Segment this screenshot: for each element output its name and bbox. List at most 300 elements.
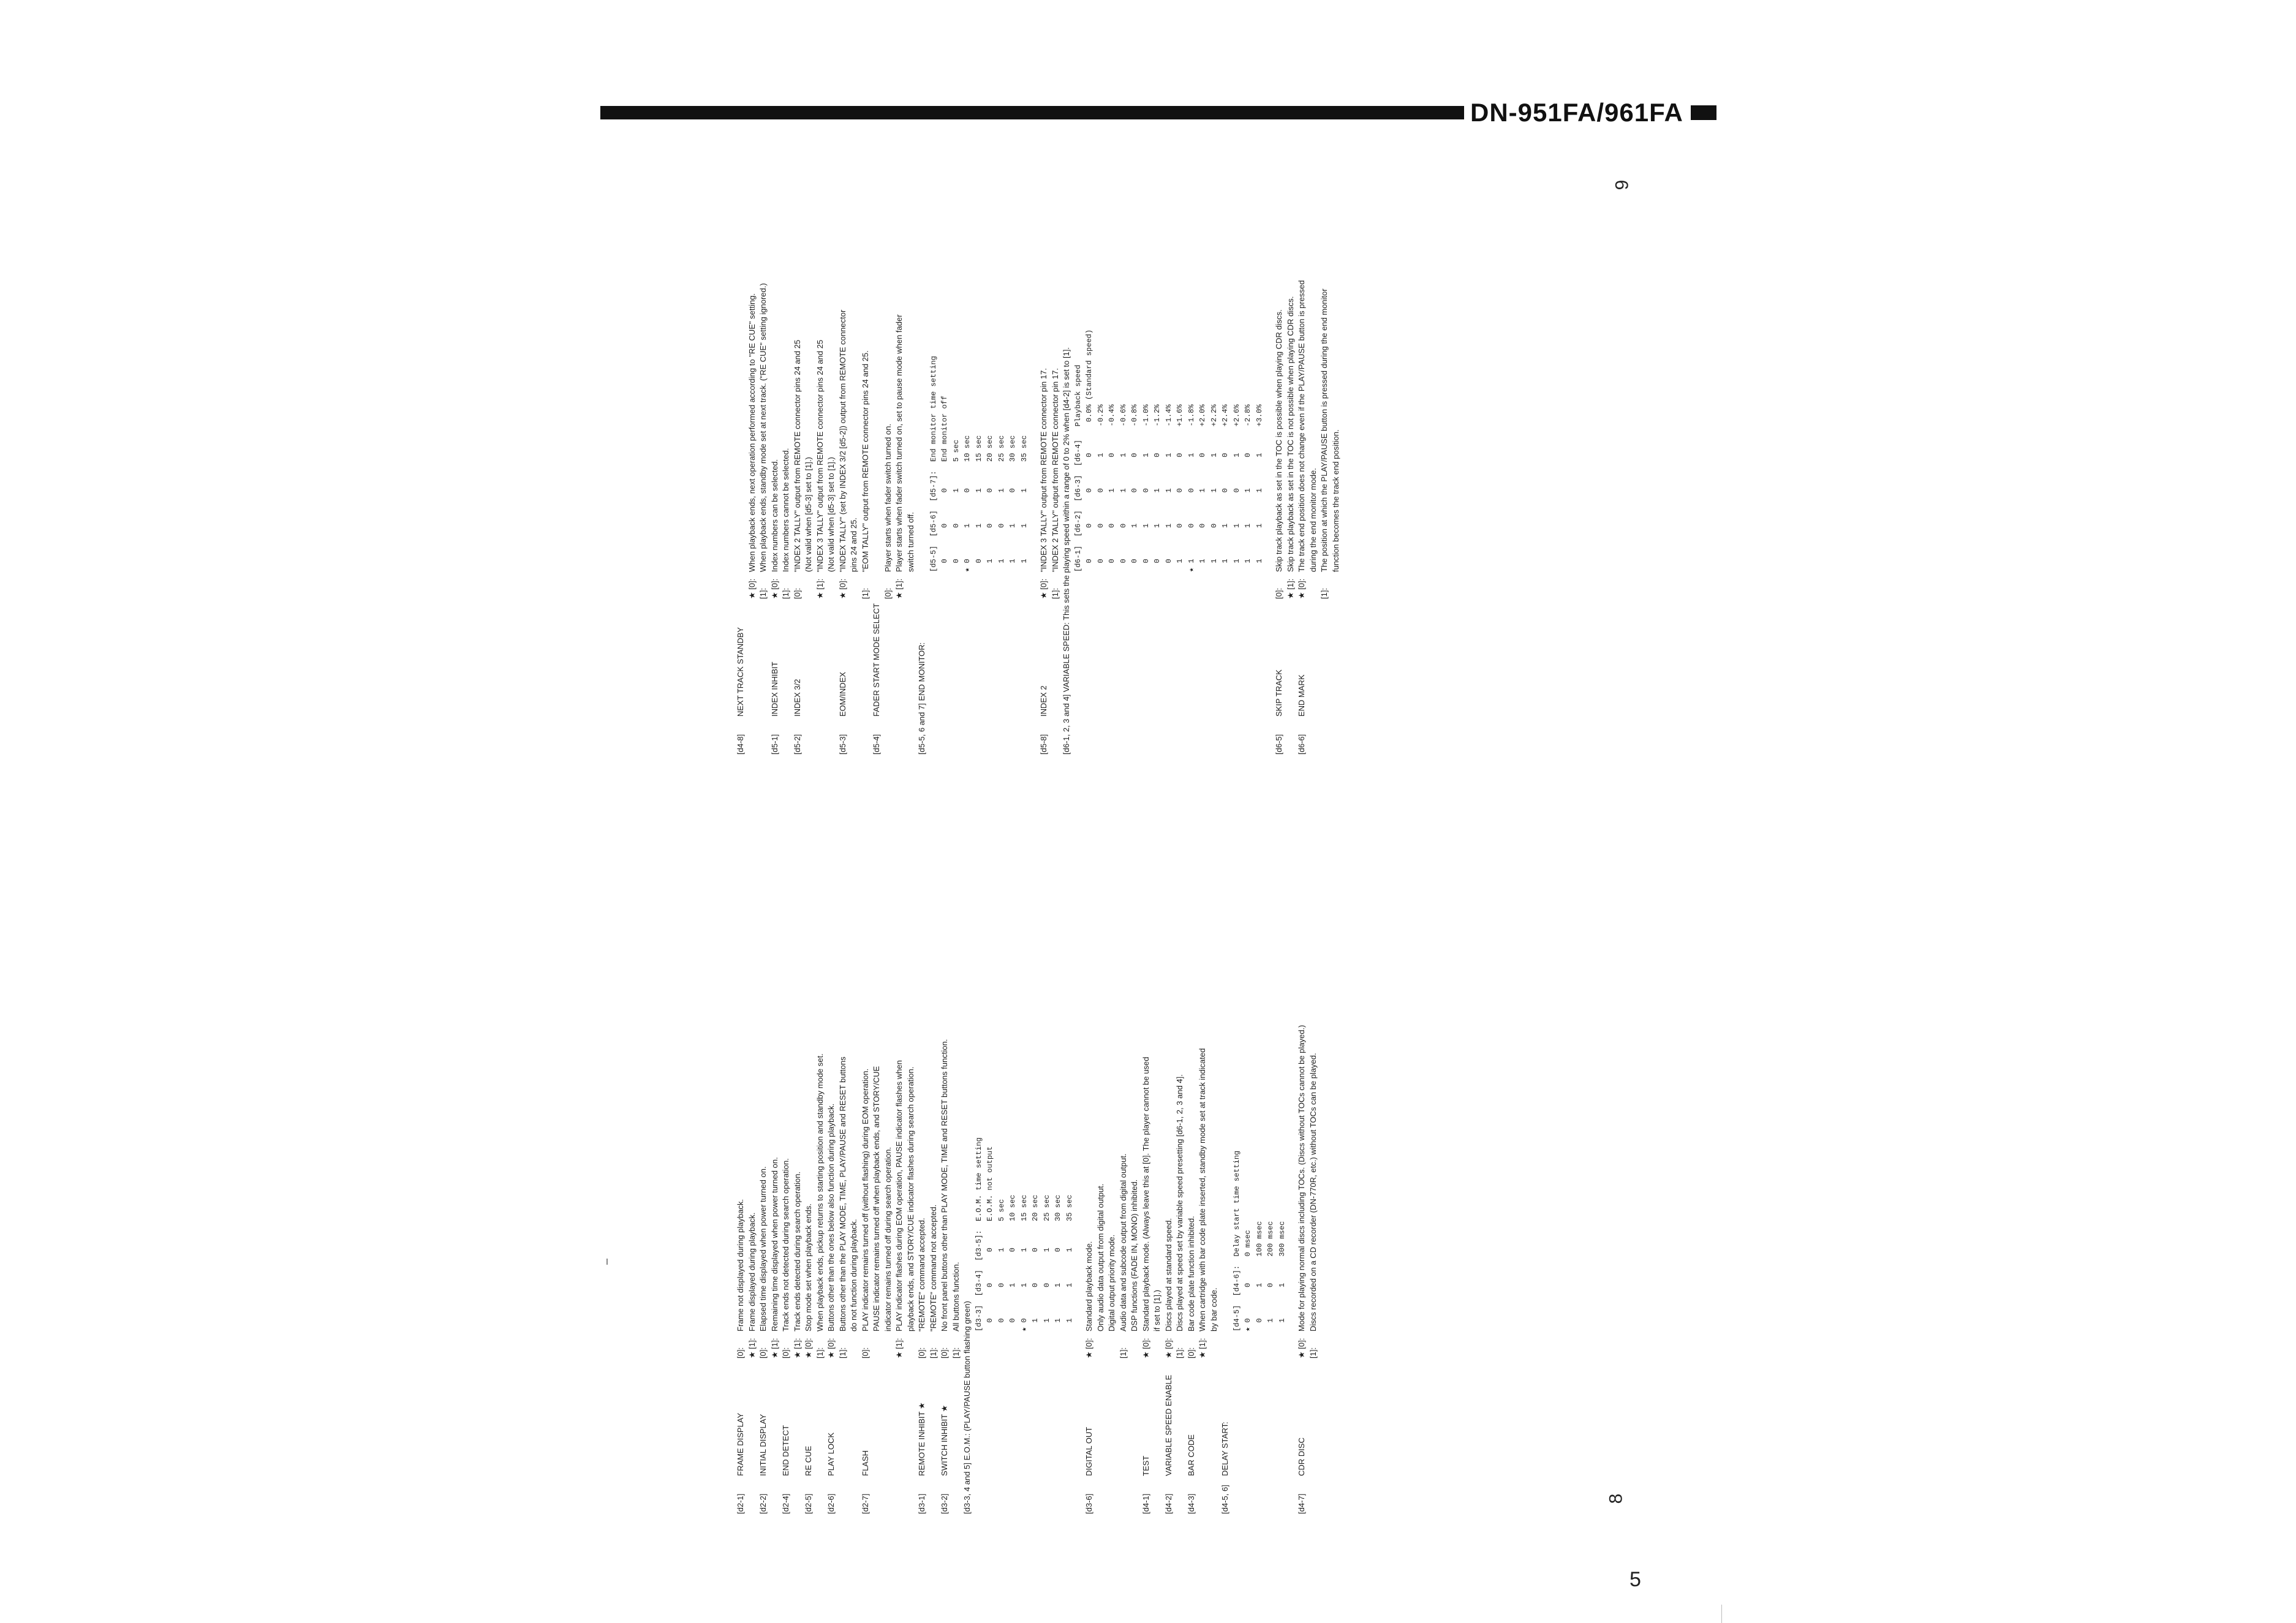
setting-row <box>894 1025 905 1515</box>
setting-desc: Index numbers can be selected. <box>769 459 779 572</box>
setting-code <box>848 717 860 755</box>
setting-row <box>769 281 781 755</box>
spacer <box>1265 281 1274 755</box>
table-line: [d3-3] [d3-4] [d3-5]: E.O.M. time setting <box>974 1137 983 1331</box>
setting-desc: PAUSE indicator remains turned off when playback ends, and STORY/CUE <box>872 1066 881 1331</box>
setting-set <box>1220 1331 1231 1358</box>
setting-name <box>848 599 860 717</box>
setting-set: ★ [0]: <box>837 578 847 599</box>
setting-row <box>871 281 883 755</box>
setting-name <box>1308 1358 1320 1476</box>
table-line: 1 1 300 msec <box>1277 1221 1286 1331</box>
setting-row <box>792 1025 804 1515</box>
setting-desc: Digital output priority mode. <box>1107 1234 1116 1331</box>
setting-code <box>1319 717 1331 755</box>
setting-code <box>758 717 769 755</box>
setting-row <box>780 281 792 755</box>
setting-desc: Standard playback mode. (Always leave this at [0]. The player cannot be used <box>1141 1056 1150 1331</box>
table-line: 1 1 0 30 sec <box>1054 1194 1062 1331</box>
setting-code <box>747 717 758 755</box>
settings-text-left <box>735 1025 1319 1515</box>
setting-code: [d2-6] <box>826 1493 836 1514</box>
setting-name <box>860 599 872 717</box>
setting-set: [0]: <box>883 587 893 599</box>
setting-desc: Only audio data output from digital output. <box>1095 1183 1105 1331</box>
setting-desc <box>962 1025 973 1332</box>
setting-desc: Index numbers cannot be selected. <box>781 448 790 572</box>
setting-code: [d4-5, 6] <box>1220 1485 1229 1514</box>
table-line: 0 0 1 0 -0.4% <box>1108 404 1116 572</box>
setting-row <box>894 281 905 755</box>
setting-row <box>1197 1025 1209 1515</box>
table-line: 0 0 1 1 -0.6% <box>1119 404 1128 572</box>
setting-name: EOM/INDEX <box>837 672 847 717</box>
setting-row <box>826 281 837 755</box>
setting-set <box>905 572 917 599</box>
setting-row <box>803 1025 815 1515</box>
setting-row <box>951 1025 962 1515</box>
setting-code: [d6-6] <box>1297 734 1306 755</box>
setting-name: VARIABLE SPEED ENABLE <box>1163 1374 1173 1476</box>
setting-row <box>747 1025 758 1515</box>
setting-code: [d5-5, 6 and 7] END MONITOR: <box>917 642 926 755</box>
setting-row <box>735 281 747 755</box>
setting-row <box>848 1025 860 1515</box>
setting-name <box>1331 599 1342 717</box>
table-line: 0 1 0 10 sec <box>1008 1194 1017 1331</box>
setting-desc <box>1220 1025 1231 1332</box>
setting-row <box>1296 281 1308 755</box>
setting-set: [0]: <box>758 1347 768 1358</box>
setting-set: ★ [0]: <box>804 1338 813 1358</box>
setting-name: INDEX 2 <box>1039 685 1048 717</box>
setting-name <box>1095 1358 1107 1476</box>
setting-name: BAR CODE <box>1186 1434 1196 1476</box>
setting-set: ★ [0]: <box>747 578 757 599</box>
page-number-9: 9 <box>1612 179 1633 190</box>
setting-desc: "EOM TALLY" output from REMOTE connector pins 24 and 25. <box>860 350 870 572</box>
setting-set <box>871 572 883 599</box>
setting-row <box>1174 1025 1186 1515</box>
setting-desc: "INDEX TALLY" (set by INDEX 3/2 [d5-2]) output from REMOTE connector <box>837 309 847 572</box>
table-line: [d6-1] [d6-2] [d6-3] [d6-4] Playback speed <box>1073 364 1082 572</box>
model-title: DN-951FA/961FA <box>1470 98 1683 127</box>
table-line: 1 0 1 25 sec <box>1042 1194 1051 1331</box>
setting-desc: The position at which the PLAY/PAUSE button is pressed during the end monitor <box>1320 288 1329 572</box>
setting-name <box>747 599 758 717</box>
setting-set: [1]: <box>1118 1347 1128 1358</box>
setting-row <box>780 1025 792 1515</box>
table-line: 1 0 0 20 sec <box>986 435 994 572</box>
setting-code <box>1209 1476 1220 1514</box>
setting-row <box>815 1025 826 1515</box>
setting-set <box>848 1331 860 1358</box>
table-line: 1 1 0 1 +2.6% <box>1232 404 1241 572</box>
setting-row <box>1296 1025 1308 1515</box>
setting-desc: Mode for playing normal discs including TOCs. (Discs without TOCs cannot be played.) <box>1297 1025 1306 1331</box>
setting-code <box>883 1476 894 1514</box>
setting-name <box>871 1358 883 1476</box>
setting-desc: "REMOTE" command accepted. <box>917 1218 926 1331</box>
setting-set: ★ [0]: <box>1163 1338 1173 1358</box>
setting-code <box>1331 717 1342 755</box>
setting-row <box>769 1025 781 1515</box>
setting-set: [1]: <box>860 587 870 599</box>
setting-code <box>883 717 894 755</box>
setting-desc: When playback ends, pickup returns to starting position and standby mode set. <box>815 1053 825 1331</box>
setting-desc: if set to [1].) <box>1152 1290 1161 1331</box>
setting-set: [0]: <box>736 1347 745 1358</box>
setting-name <box>928 1358 940 1476</box>
setting-name <box>1061 599 1073 717</box>
setting-code: [d3-3, 4 and 5] E.O.M.: (PLAY/PAUSE button flashing green) <box>962 1301 972 1514</box>
setting-set <box>848 572 860 599</box>
setting-row <box>860 1025 872 1515</box>
spacer <box>1288 1025 1296 1515</box>
setting-row <box>1274 281 1285 755</box>
setting-name <box>894 599 905 717</box>
setting-code: [d6-1, 2, 3 and 4] VARIABLE SPEED: This sets the playing speed within a range of 0 to 2% when [d4-2] is set to [1]. <box>1062 347 1071 755</box>
setting-row <box>837 1025 849 1515</box>
setting-set: [1]: <box>1050 587 1060 599</box>
setting-set: ★ [1]: <box>815 578 825 599</box>
setting-row <box>1209 1025 1220 1515</box>
setting-code <box>894 1476 905 1514</box>
table-line: 1 0 1 25 sec <box>997 435 1006 572</box>
scan-mark <box>1721 1605 1722 1623</box>
setting-name <box>747 1358 758 1476</box>
table-line: 0 0 1 5 sec <box>997 1199 1006 1331</box>
setting-code <box>848 1476 860 1514</box>
setting-desc: The track end position does not change even if the PLAY/PAUSE button is pressed <box>1297 280 1306 572</box>
table-line: ★ 0 1 0 10 sec <box>963 435 972 572</box>
setting-code: [d6-5] <box>1274 734 1283 755</box>
setting-name <box>803 599 815 717</box>
setting-code <box>1118 1476 1130 1514</box>
setting-set: [1]: <box>837 1347 847 1358</box>
setting-set <box>962 1331 973 1358</box>
setting-name: SKIP TRACK <box>1274 669 1283 717</box>
setting-row <box>792 281 804 755</box>
table-line: ★ 1 0 0 1 -1.8% <box>1187 404 1196 572</box>
header-end-block <box>1691 105 1716 120</box>
table-line: 1 0 1 1 +2.2% <box>1209 404 1218 572</box>
setting-code: [d2-1] <box>736 1493 745 1514</box>
setting-desc: Elapsed time displayed when power turned on. <box>758 1166 768 1331</box>
setting-row <box>758 1025 769 1515</box>
setting-set: ★ [0]: <box>769 578 779 599</box>
setting-row <box>735 1025 747 1515</box>
setting-row <box>1319 281 1331 755</box>
setting-code <box>905 717 917 755</box>
setting-name: CDR DISC <box>1297 1437 1306 1476</box>
setting-row <box>883 281 894 755</box>
setting-row <box>1084 1025 1095 1515</box>
setting-row <box>916 1025 928 1515</box>
setting-code <box>951 1476 962 1514</box>
setting-desc: Remaining time displayed when power turned on. <box>769 1157 779 1331</box>
setting-code <box>1308 1476 1320 1514</box>
setting-code <box>837 1476 849 1514</box>
setting-code <box>1308 717 1320 755</box>
setting-set: ★ [1]: <box>747 1338 757 1358</box>
setting-set <box>1152 1331 1163 1358</box>
setting-desc: Discs recorded on a CD recorder (DN-770R, etc.) without TOCs can be played. <box>1308 1053 1318 1331</box>
setting-desc: Frame displayed during playback. <box>747 1212 757 1331</box>
setting-name <box>1106 1358 1118 1476</box>
setting-row <box>1129 1025 1141 1515</box>
setting-desc: (Not valid when [d5-3] set to [1].) <box>826 457 836 572</box>
setting-desc: Bar code plate function inhibited. <box>1186 1216 1196 1331</box>
setting-row <box>837 281 849 755</box>
setting-code <box>860 717 872 755</box>
setting-desc: Track ends not detected during search operation. <box>781 1158 790 1331</box>
setting-name: END DETECT <box>781 1425 790 1476</box>
setting-row <box>1095 1025 1107 1515</box>
setting-row <box>860 281 872 755</box>
setting-row <box>758 281 769 755</box>
setting-row <box>1331 281 1342 755</box>
setting-set <box>1209 1331 1220 1358</box>
setting-desc: "INDEX 3 TALLY" output from REMOTE connector pin 17. <box>1039 368 1048 572</box>
table-line: [d4-5] [d4-6]: Delay start time setting <box>1232 1150 1241 1331</box>
setting-row <box>1152 1025 1163 1515</box>
setting-code: [d4-3] <box>1186 1493 1196 1514</box>
setting-code <box>747 1476 758 1514</box>
page-number-8: 8 <box>1606 1493 1626 1504</box>
setting-name <box>848 1358 860 1476</box>
setting-code: [d2-2] <box>758 1493 768 1514</box>
setting-set: [0]: <box>1274 587 1283 599</box>
setting-name <box>815 1358 826 1476</box>
setting-name <box>1118 1358 1130 1476</box>
setting-desc: DSP functions (FADE IN, MONO) inhibited. <box>1130 1179 1139 1331</box>
setting-set: [0]: <box>781 1347 790 1358</box>
table-line: 1 1 0 0 +2.4% <box>1221 404 1229 572</box>
setting-name: END MARK <box>1297 674 1306 717</box>
setting-name <box>758 599 769 717</box>
setting-code: [d2-5] <box>804 1493 813 1514</box>
scan-mark <box>606 1259 608 1265</box>
setting-row <box>815 281 826 755</box>
setting-set <box>883 1331 894 1358</box>
header-rule <box>600 106 1464 119</box>
setting-set: ★ [0]: <box>1039 578 1048 599</box>
setting-code <box>1152 1476 1163 1514</box>
setting-desc: No front panel buttons other than PLAY MODE, TIME and RESET buttons function. <box>940 1039 949 1331</box>
setting-set: [1]: <box>1320 587 1329 599</box>
setting-code: [d3-6] <box>1084 1493 1093 1514</box>
page-number-5: 5 <box>1629 1568 1641 1591</box>
setting-row <box>1061 281 1073 755</box>
setting-code <box>792 1476 804 1514</box>
setting-desc <box>735 281 747 572</box>
table-line: 0 1 0 1 -1.0% <box>1141 404 1150 572</box>
setting-row <box>848 281 860 755</box>
setting-set <box>1308 572 1320 599</box>
setting-row <box>1118 1025 1130 1515</box>
setting-desc: "INDEX 2 TALLY" output from REMOTE connector pins 24 and 25 <box>792 339 802 572</box>
setting-desc: Discs played at speed set by variable speed presetting [d6-1, 2, 3 and 4]. <box>1175 1074 1184 1331</box>
setting-set <box>826 572 837 599</box>
setting-name <box>769 1358 781 1476</box>
setting-code <box>871 1476 883 1514</box>
setting-desc: Skip track playback as set in the TOC is possible when playing CDR discs. <box>1274 309 1283 572</box>
setting-row <box>803 281 815 755</box>
setting-code <box>769 1476 781 1514</box>
setting-name: INDEX 3/2 <box>792 679 802 717</box>
setting-name: DELAY START: <box>1220 1422 1229 1476</box>
setting-row <box>747 281 758 755</box>
setting-name <box>1285 599 1297 717</box>
table-line: 1 0 1 0 +2.0% <box>1198 404 1207 572</box>
setting-desc: Audio data and subcode output from digital output. <box>1118 1153 1128 1331</box>
setting-code <box>1285 717 1297 755</box>
setting-set: ★ [1]: <box>894 578 904 599</box>
setting-set: [1]: <box>815 1347 825 1358</box>
table-line: 1 1 1 1 +3.0% <box>1255 404 1264 572</box>
setting-code: [d3-1] <box>917 1493 926 1514</box>
spacer <box>1030 281 1038 755</box>
table-line: 0 1 1 0 -1.2% <box>1153 404 1161 572</box>
setting-row <box>883 1025 894 1515</box>
setting-set <box>1331 572 1342 599</box>
setting-name <box>826 599 837 717</box>
setting-desc: function becomes the track end position. <box>1331 429 1340 572</box>
setting-code <box>1050 717 1062 755</box>
setting-set: [1]: <box>1308 1347 1318 1358</box>
setting-name <box>780 599 792 717</box>
table-line: 0 0 0 0 0.0% (Standard speed) <box>1085 329 1093 572</box>
setting-desc <box>871 281 883 572</box>
setting-desc: pins 24 and 25. <box>849 518 858 572</box>
setting-name <box>1197 1358 1209 1476</box>
setting-code <box>1197 1476 1209 1514</box>
setting-code: [d4-2] <box>1163 1493 1173 1514</box>
setting-desc: Track ends detected during search operation. <box>792 1171 802 1331</box>
setting-desc: playback ends, and STORY/CUE indicator flashes during search operation. <box>905 1066 915 1331</box>
setting-name <box>1209 1358 1220 1476</box>
setting-set: [0]: <box>1186 1347 1196 1358</box>
setting-name <box>883 1358 894 1476</box>
setting-row <box>905 281 917 755</box>
setting-set <box>1129 1331 1141 1358</box>
setting-desc <box>916 281 928 572</box>
setting-code <box>1095 1476 1107 1514</box>
setting-name: NEXT TRACK STANDBY <box>736 627 745 717</box>
setting-code <box>815 1476 826 1514</box>
setting-name <box>792 1358 804 1476</box>
setting-desc: Standard playback mode. <box>1084 1241 1093 1331</box>
setting-set: [1]: <box>1175 1347 1184 1358</box>
setting-row <box>928 1025 940 1515</box>
setting-row <box>1038 281 1050 755</box>
setting-set: [0]: <box>860 1347 870 1358</box>
setting-row <box>871 1025 883 1515</box>
setting-row <box>1308 1025 1320 1515</box>
table-line: 1 1 1 35 sec <box>1065 1194 1074 1331</box>
setting-set: ★ [0]: <box>1084 1338 1093 1358</box>
setting-code: [d5-4] <box>872 734 881 755</box>
setting-set: [1]: <box>928 1347 938 1358</box>
setting-name <box>905 599 917 717</box>
setting-desc: Player starts when fader switch turned on. <box>883 423 893 572</box>
table-line: 0 0 0 End monitor off <box>940 395 949 572</box>
setting-code: [d4-8] <box>736 734 745 755</box>
setting-desc: Skip track playback as set in the TOC is not possible when playing CDR discs. <box>1285 296 1295 572</box>
setting-code: [d5-1] <box>769 734 779 755</box>
setting-name <box>1319 599 1331 717</box>
setting-name: FADER START MODE SELECT <box>872 603 881 717</box>
setting-desc: When playback ends, next operation performed according to "RE CUE" setting. <box>747 293 757 572</box>
setting-set: [1]: <box>951 1347 961 1358</box>
table-line: 1 1 1 0 -2.8% <box>1244 404 1252 572</box>
setting-row <box>1285 281 1297 755</box>
setting-code <box>928 1476 940 1514</box>
setting-name: FRAME DISPLAY <box>736 1412 745 1476</box>
setting-set: [0]: <box>940 1347 949 1358</box>
setting-set: [1]: <box>781 587 790 599</box>
setting-set <box>905 1331 917 1358</box>
setting-code <box>803 717 815 755</box>
table-line: 0 0 0 E.O.M. not output <box>986 1146 994 1331</box>
setting-name: RE CUE <box>804 1445 813 1476</box>
table-line: 1 0 0 20 sec <box>1031 1194 1040 1331</box>
setting-set <box>1061 572 1073 599</box>
setting-desc: When cartridge with bar code plate inserted, standby mode set at track indicated <box>1198 1048 1207 1331</box>
setting-desc: do not function during playback. <box>849 1219 858 1331</box>
setting-desc: "INDEX 2 TALLY" output from REMOTE connector pin 17. <box>1050 368 1060 572</box>
setting-name <box>1050 599 1062 717</box>
setting-name: INITIAL DISPLAY <box>758 1414 768 1476</box>
setting-desc: "INDEX 3 TALLY" output from REMOTE connector pins 24 and 25 <box>815 339 825 572</box>
setting-desc: "REMOTE" command not accepted. <box>928 1204 938 1331</box>
setting-row <box>916 281 928 755</box>
setting-name: PLAY LOCK <box>826 1432 836 1476</box>
setting-name: TEST <box>1141 1455 1150 1476</box>
setting-desc <box>1061 281 1073 572</box>
setting-code: [d4-7] <box>1297 1493 1306 1514</box>
setting-desc: Stop mode set when playback ends. <box>804 1203 813 1331</box>
setting-desc: When playback ends, standby mode set at next track. ("RE CUE" setting ignored.) <box>758 283 768 572</box>
setting-row <box>1141 1025 1152 1515</box>
setting-desc: (Not valid when [d5-3] set to [1].) <box>804 457 813 572</box>
setting-name <box>837 1358 849 1476</box>
setting-desc: PLAY indicator flashes during EOM operation, PAUSE indicator flashes when <box>894 1060 904 1331</box>
setting-desc: PLAY indicator remains turned off (without flashing) during EOM operation. <box>860 1068 870 1331</box>
setting-set: [1]: <box>758 587 768 599</box>
setting-name <box>1174 1358 1186 1476</box>
table-line: 1 1 0 30 sec <box>1008 435 1017 572</box>
setting-code <box>780 717 792 755</box>
table-line: 0 1 0 0 -0.8% <box>1130 404 1139 572</box>
setting-desc: Buttons other than the ones below also function during playback. <box>826 1103 836 1331</box>
setting-name <box>951 1358 962 1476</box>
setting-set: ★ [1]: <box>894 1338 904 1358</box>
setting-code <box>905 1476 917 1514</box>
setting-desc: Frame not displayed during playback. <box>736 1199 745 1331</box>
setting-name <box>1129 1358 1141 1476</box>
setting-set <box>1106 1331 1118 1358</box>
setting-code: [d5-8] <box>1039 734 1048 755</box>
setting-set: ★ [1]: <box>769 1338 779 1358</box>
setting-code: [d5-3] <box>837 734 847 755</box>
setting-code: [d2-7] <box>860 1493 870 1514</box>
setting-name: SWITCH INHIBIT ★ <box>940 1404 949 1476</box>
setting-set: [0]: <box>792 587 802 599</box>
setting-set: ★ [0]: <box>826 1338 836 1358</box>
table-line: ★ 0 0 0 msec <box>1244 1230 1252 1331</box>
